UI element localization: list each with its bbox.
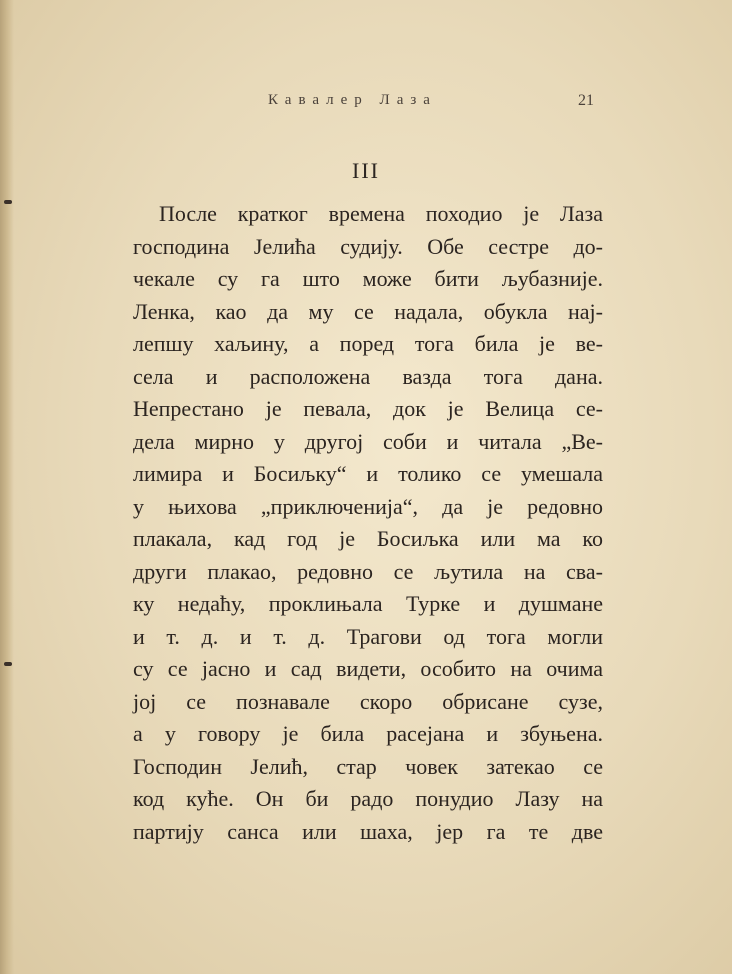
running-header — [0, 92, 732, 116]
text-line: плакала, кад год је Босиљка или ма ко — [133, 526, 603, 551]
page-binding-edge — [0, 0, 14, 974]
edge-mark — [4, 662, 12, 666]
text-line: партију санса или шаха, јер га те две — [133, 818, 603, 844]
text-line: Господин Јелић, стар човек затекао се — [133, 753, 603, 779]
text-line: су се јасно и сад видети, особито на очима — [133, 656, 603, 681]
text-line: господина Јелића судију. Обе сестре до- — [133, 233, 603, 259]
text-line: ку недаћу, проклињала Турке и душмане — [133, 591, 603, 616]
text-line: После кратког времена походио је Лаза — [159, 201, 603, 226]
chapter-heading: III — [352, 158, 380, 183]
page-number: 21 — [578, 92, 594, 109]
text-line: дела мирно у другој соби и читала „Ве- — [133, 428, 603, 454]
text-line: и т. д. и т. д. Трагови од тога могли — [133, 623, 603, 649]
edge-mark — [4, 200, 12, 204]
text-line: јој се познавале скоро обрисане сузе, — [133, 688, 603, 714]
text-line: код куће. Он би радо понудио Лазу на — [133, 786, 603, 811]
text-line: Ленка, као да му се надала, обукла нај- — [133, 298, 603, 324]
text-line: Непрестано је певала, док је Велица се- — [133, 396, 603, 421]
text-line: чекале су га што може бити љубазније. — [133, 266, 603, 291]
text-line: у њихова „приключенија“, да је редовно — [133, 493, 603, 519]
text-line: а у говору је била расејана и збуњена. — [133, 721, 603, 746]
body-text — [133, 198, 603, 848]
text-line: лепшу хаљину, а поред тога била је ве- — [133, 331, 603, 356]
text-line: други плакао, редовно се љутила на сва- — [133, 558, 603, 584]
running-title: Кавалер Лаза — [268, 92, 437, 108]
text-line: лимира и Босиљку“ и толико се умешала — [133, 461, 603, 486]
text-line: села и расположена вазда тога дана. — [133, 363, 603, 389]
